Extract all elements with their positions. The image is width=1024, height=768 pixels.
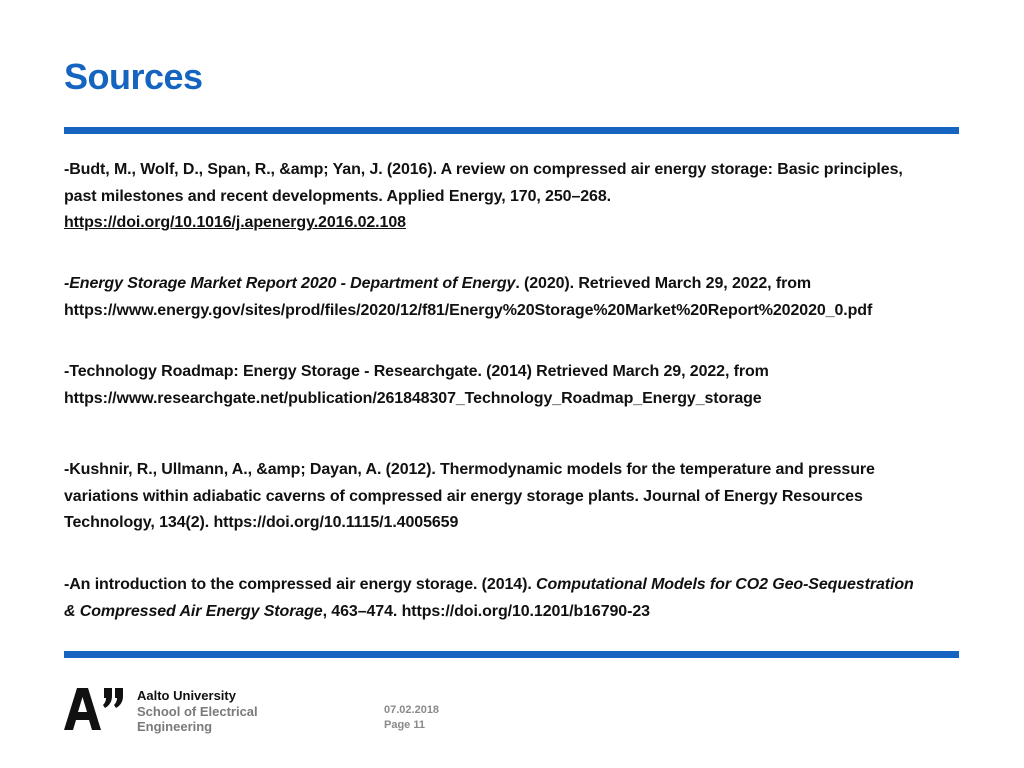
reference-caes-intro <box>64 572 914 625</box>
reference-line: -An introduction to the compressed air energy storage. (2014). <box>64 576 537 593</box>
reference-url: https://www.researchgate.net/publication/261848307_Technology_Roadmap_Energy_storage <box>64 389 762 407</box>
reference-line: -Technology Roadmap: Energy Storage - Researchgate. (2014) Retrieved March 29, 2022, from <box>64 363 769 380</box>
doi-link[interactable]: https://doi.org/10.1016/j.apenergy.2016.02.108 <box>64 214 406 231</box>
reference-line: -Kushnir, R., Ullmann, A., &amp; Dayan, A. (2012). Thermodynamic models for the temperature and pressure <box>64 461 875 478</box>
reference-title-italic: Computational Models for CO2 Geo-Sequestration <box>536 576 914 593</box>
university-line: Aalto University <box>137 688 236 703</box>
reference-line: . (2020). Retrieved March 29, 2022, from <box>515 275 812 292</box>
slide-meta <box>384 703 439 733</box>
bottom-divider <box>64 651 959 658</box>
slide-date: 07.02.2018 <box>384 704 440 716</box>
reference-url: https://www.energy.gov/sites/prod/files/2020/12/f81/Energy%20Storage%20Market%20Report%202020_0.pdf <box>64 301 873 319</box>
reference-line: -Budt, M., Wolf, D., Span, R., &amp; Yan, J. (2016). A review on compressed air energy storage: Basic principles, <box>64 161 903 178</box>
reference-line: Technology, 134(2). https://doi.org/10.1115/1.4005659 <box>64 514 459 531</box>
page-title: Sources <box>64 56 203 97</box>
reference-title-italic: -Energy Storage Market Report 2020 - Department of Energy <box>64 275 516 292</box>
reference-title-italic: & Compressed Air Energy Storage <box>64 602 323 620</box>
reference-roadmap <box>64 359 769 412</box>
reference-kushnir <box>64 457 875 537</box>
reference-line: , 463–474. https://doi.org/10.1201/b16790-23 <box>322 602 650 620</box>
reference-line: variations within adiabatic caverns of compressed air energy storage plants. Journal of Energy Resources <box>64 487 863 505</box>
school-line: School of Electrical <box>137 703 258 719</box>
reference-budt <box>64 157 903 237</box>
aalto-logo-icon <box>64 688 126 730</box>
university-name <box>137 688 258 735</box>
school-line: Engineering <box>137 719 213 734</box>
top-divider <box>64 127 959 134</box>
page-number: Page 11 <box>384 719 425 731</box>
reference-doe-report <box>64 271 872 324</box>
reference-line: past milestones and recent developments. Applied Energy, 170, 250–268. <box>64 187 611 205</box>
